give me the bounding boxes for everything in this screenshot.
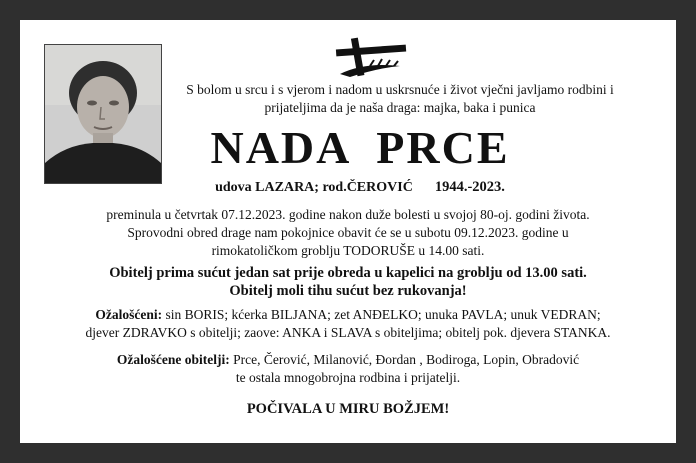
portrait-photo: [44, 44, 162, 184]
cross-icon: [330, 36, 412, 78]
intro-line-2: prijateljima da je naša draga: majka, baka i punica: [264, 100, 536, 115]
widow-text: udova LAZARA; rod.ČEROVIĆ: [215, 180, 413, 195]
life-dates: 1944.-2023.: [434, 179, 505, 195]
mourners: [20, 306, 676, 342]
families-line-2: te ostala mnogobrojna rodbina i prijatelji.: [235, 370, 461, 385]
closing-line: POČIVALA U MIRU BOŽJEM!: [246, 401, 450, 417]
intro-line-1: S bolom u srcu i s vjerom i nadom u uskrsnuće i život vječni javljamo rodbini i: [186, 82, 614, 97]
mourners-line-2: djever ZDRAVKO s obitelji; zaove: ANKA i SLAVA s obiteljima; obitelj pok. djevera STANKA.: [85, 325, 611, 340]
mourners-line-1: sin BORIS; kćerka BILJANA; zet ANĐELKO; unuka PAVLA; unuk VEDRAN;: [162, 307, 601, 322]
widow-line: [170, 178, 550, 197]
announcement-line-1: preminula u četvrtak 07.12.2023. godine nakon duže bolesti u svojoj 80-oj. godini života.: [106, 207, 590, 222]
intro-text: [170, 81, 630, 117]
announcement-line-2: Sprovodni obred drage nam pokojnice obavit će se u subotu 09.12.2023. godine u: [127, 225, 569, 240]
notice-line-2: Obitelj moli tihu sućut bez rukovanja!: [229, 283, 467, 299]
condolence-notice: [20, 264, 676, 300]
families-label: Ožalošćene obitelji:: [116, 352, 230, 367]
announcement-line-3: rimokatoličkom groblju TODORUŠE u 14.00 sati.: [211, 243, 485, 258]
families: [20, 351, 676, 387]
mourners-label: Ožalošćeni:: [95, 307, 163, 322]
deceased-name: NADA PRCE: [210, 122, 510, 173]
obituary-card: [20, 20, 676, 443]
families-line-1: Prce, Čerović, Milanović, Đordan , Bodiroga, Lopin, Obradović: [229, 352, 580, 367]
announcement: [20, 206, 676, 260]
notice-line-1: Obitelj prima sućut jedan sat prije obreda u kapelici na groblju od 13.00 sati.: [109, 265, 587, 281]
